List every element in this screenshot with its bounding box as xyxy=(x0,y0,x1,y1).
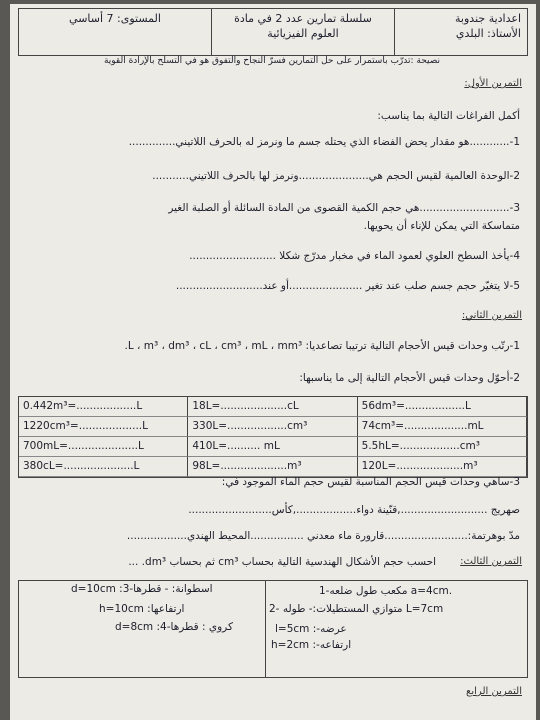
table-cell: 1220cm³=...................L xyxy=(19,417,188,437)
level-label: المستوى: 7 أساسي xyxy=(69,12,161,25)
exercise-3-title: التمرين الثالث: xyxy=(460,556,522,567)
table-cell: 700mL=.....................L xyxy=(19,437,188,457)
exercise-1-title: التمرين الأول: xyxy=(464,78,522,89)
table-cell: 56dm³=..................L xyxy=(358,397,527,417)
exercise-1-line: 1-............هو مقدار يحض الفضاء الذي يحتله جسم ما ونرمز له بالحرف اللاتيني.............. xyxy=(128,136,520,148)
exercise-3-box xyxy=(18,580,528,678)
header-series-cell xyxy=(211,9,394,55)
box-divider xyxy=(265,581,266,677)
exercise-1-line: 5-لا يتغيّر حجم جسم صلب عند تغير ......................أو عند.......................... xyxy=(175,280,520,292)
exercise-2-title: التمرين الثاني: xyxy=(461,310,522,321)
subject-name: العلوم الفيزيائية xyxy=(267,27,339,40)
table-cell: 74cm³=...................mL xyxy=(358,417,527,437)
cube-line: 1-مكعب طول ضلعه a=4cm. xyxy=(319,585,453,597)
header-school-cell xyxy=(394,9,527,55)
table-cell: 18L=....................cL xyxy=(188,397,357,417)
exercise-1-line: 2-الوحدة العالمية لقيس الحجم هي.....................ونرمز لها بالحرف اللاتيني........... xyxy=(152,170,520,182)
worksheet xyxy=(10,4,536,720)
exercise-2-q3-line: مدّ بوهرتمة:.........................قارورة ماء معدني ................المحيط الهندي.................. xyxy=(126,530,520,542)
exercise-1-line: 4-يأخذ السطح العلوي لعمود الماء في مخبار مدرّج شكلا .......................... xyxy=(189,250,520,262)
exercise-1-line: 3-...........................هي حجم الكمية القصوى من المادة السائلة أو الصلبة الغير xyxy=(168,202,520,214)
exercise-4-title: التمرين الرابع xyxy=(466,686,522,697)
table-cell: 410L=.......... mL xyxy=(188,437,357,457)
exercise-2-q1: 1-رتّب وحدات قيس الأحجام التالية ترتيبا تصاعديا: L ، m³ ، dm³ ، cL ، cm³ ، mL ، mm³. xyxy=(124,340,520,352)
teacher-name: الأستاذ: البلدي xyxy=(455,27,521,40)
cylinder-line: d=10cm :3-اسطوانة: - قطرها xyxy=(71,583,213,595)
table-cell: 380cL=.....................L xyxy=(19,457,188,477)
exercise-1-intro: أكمل الفراغات التالية بما يناسب: xyxy=(377,110,520,122)
table-cell: 330L=..................cm³ xyxy=(188,417,357,437)
exercise-2-q3-line: صهريج ..........................,قنّينة دواء..................,كأس......................... xyxy=(188,504,520,516)
table-cell: 5.5hL=..................cm³ xyxy=(358,437,527,457)
exercise-2-q3: 3-ساهي وحدات قيس الحجم المناسبة لقيس حجم الماء الموجود في: xyxy=(221,476,520,488)
exercise-3-instruction: احسب حجم الأشكال الهندسية التالية بحساب cm³ ثم بحساب dm³. ... xyxy=(128,556,436,568)
cuboid-width-line: l=5cm :-عرضه xyxy=(275,623,347,635)
cuboid-length-line: 2- متوازي المستطيلات:- طوله L=7cm xyxy=(269,603,444,615)
header-level-cell xyxy=(19,9,211,55)
table-cell: 0.442m³=..................L xyxy=(19,397,188,417)
advice-line: نصيحة :تدرّب باستمرار على حل التمارين فسرّ النجاح والتفوق هو في التسلح بالإرادة القوية xyxy=(103,56,441,66)
conversion-table xyxy=(18,396,528,478)
school-name: اعدادية جندوبة xyxy=(455,12,521,25)
sphere-line: d=8cm :4-كروي : قطرها xyxy=(115,621,233,633)
header-table xyxy=(18,8,528,56)
cylinder-height-line: h=10cm :ارتفاعها xyxy=(99,603,185,615)
cuboid-height-line: h=2cm :-ارتفاعه xyxy=(271,639,352,651)
table-cell: 98L=....................m³ xyxy=(188,457,357,477)
exercise-2-q2: 2-أحوّل وحدات قيس الأحجام التالية إلى ما يناسبها: xyxy=(299,372,520,384)
table-cell: 120L=....................m³ xyxy=(358,457,527,477)
series-title: سلسلة تمارين عدد 2 في مادة xyxy=(234,12,372,25)
exercise-1-line: متماسكة التي يمكن للإناء أن يحويها. xyxy=(363,220,520,232)
